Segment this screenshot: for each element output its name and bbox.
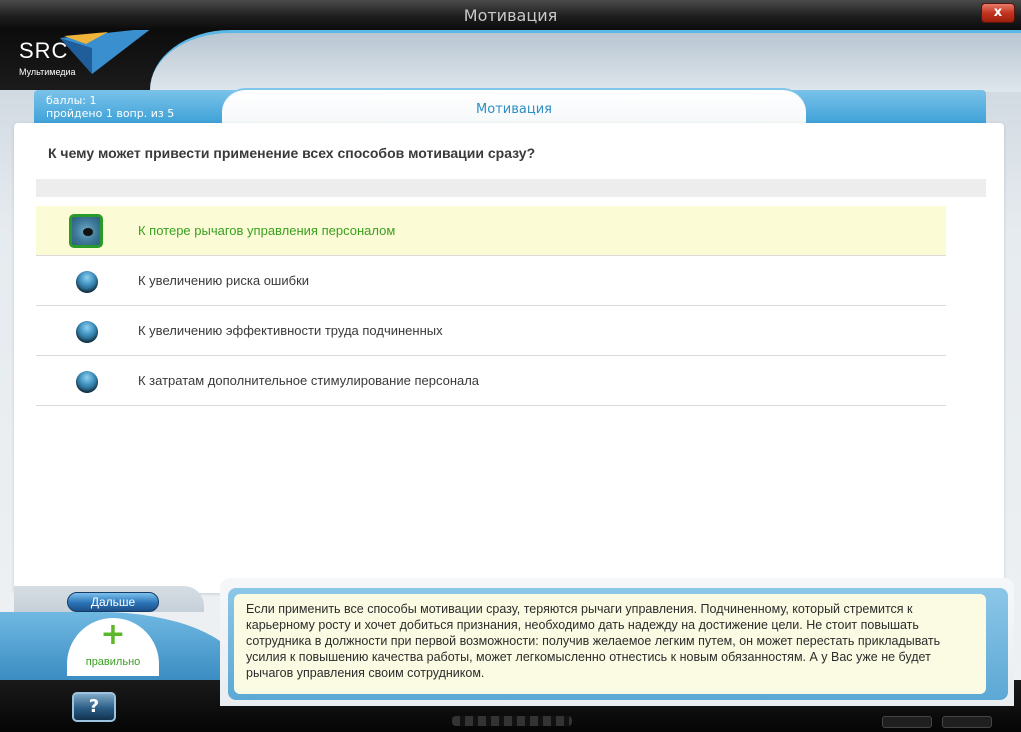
answer-label: К потере рычагов управления персоналом [138, 223, 396, 238]
tab-title: Мотивация [476, 102, 552, 117]
feedback-text: Если применить все способы мотивации сразу, теряются рычаги управления. Подчиненному, который стремится к карьерному росту и хочет добиться признания, необходимо дать надежду на достижение цели. Не стоит повышать сотрудника в должности при первой возможности: получив желаемое легким путем, он может перестать прикладывать усилия к повышению качества работы, может легкомысленно отнестись к новым обязанностям. А у Вас уже не будет рычагов управления своим сотрудником. [234, 594, 986, 694]
score-info [46, 94, 174, 120]
question-panel [14, 123, 1004, 593]
answer-option-3[interactable] [36, 306, 946, 356]
score-text: баллы: 1 [46, 94, 97, 107]
answer-option-2[interactable] [36, 256, 946, 306]
radio-dot-icon [83, 228, 93, 236]
radio-icon[interactable] [76, 371, 98, 393]
answer-label: К затратам дополнительное стимулирование персонала [138, 373, 480, 388]
help-button[interactable]: ? [72, 692, 116, 722]
answer-option-4[interactable] [36, 356, 946, 406]
feedback-panel [220, 578, 1014, 706]
plus-icon: + [100, 617, 126, 652]
next-button[interactable]: Дальше [67, 592, 159, 612]
logo-subtitle: Мультимедиа [19, 67, 76, 77]
question-text: К чему может привести применение всех способов мотивации сразу? [48, 145, 536, 161]
divider-strip [36, 179, 986, 197]
footer-dots [452, 716, 572, 726]
logo [12, 30, 162, 82]
result-label: правильно [85, 656, 141, 668]
radio-icon[interactable] [76, 271, 98, 293]
window-title: Мотивация [463, 6, 558, 25]
logo-text: SRC [19, 38, 69, 63]
feedback-frame [228, 588, 1008, 700]
answer-label: К увеличению риска ошибки [138, 273, 310, 288]
radio-selected-icon[interactable] [69, 214, 103, 248]
footer-slot-right [942, 716, 992, 728]
tab-motivation [222, 88, 806, 128]
radio-icon[interactable] [76, 321, 98, 343]
answer-label: К увеличению эффективности труда подчиненных [138, 323, 443, 338]
progress-text: пройдено 1 вопр. из 5 [46, 107, 175, 120]
close-button[interactable]: x [981, 3, 1015, 23]
header-curve [150, 30, 1021, 92]
titlebar [0, 0, 1021, 30]
answer-option-1[interactable] [36, 206, 946, 256]
result-badge [67, 618, 159, 676]
footer-slot-left [882, 716, 932, 728]
